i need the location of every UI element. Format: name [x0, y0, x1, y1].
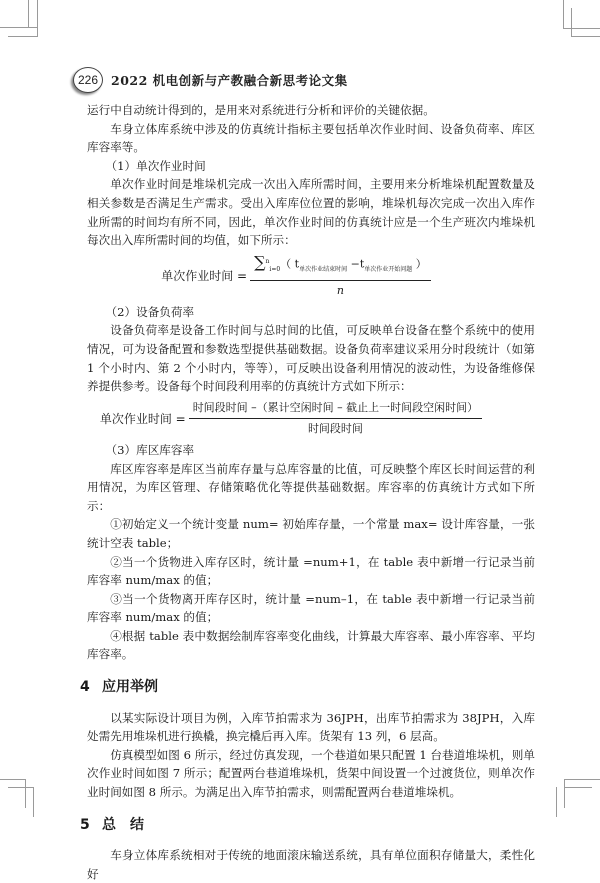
sigma-symbol: ∑	[254, 252, 266, 272]
formula-equipment-load	[47, 399, 535, 439]
crop-mark	[0, 779, 26, 780]
paragraph: 车身立体库系统中涉及的仿真统计指标主要包括单次作业时间、设备负荷率、库区库容率等。	[87, 121, 535, 155]
denominator: 时间段时间	[307, 422, 363, 436]
close-paren: ）	[412, 257, 427, 271]
numerator	[250, 253, 431, 281]
section-heading-4	[80, 678, 535, 697]
subheading: （2）设备负荷率	[105, 304, 195, 319]
open-paren: （ t	[280, 257, 300, 271]
crop-mark	[564, 779, 600, 780]
running-header	[73, 66, 348, 94]
crop-mark	[25, 779, 26, 808]
crop-mark	[8, 787, 34, 788]
crop-mark	[563, 28, 600, 29]
crop-mark	[33, 787, 34, 817]
crop-mark	[8, 36, 37, 37]
subscript-end: 单次作业结束时间	[299, 265, 348, 273]
step-item: ①初始定义一个统计变量 num= 初始库存量，一个常量 max= 设计库容量，一张统计空表 table；	[87, 517, 535, 550]
page-body	[80, 101, 535, 883]
section-number: 5	[80, 816, 90, 833]
step-item: ②当一个货物进入库存区时，统计量 =num+1，在 table 表中新增一行记录当前库容率 num/max 的值；	[87, 554, 535, 588]
section-title: 总 结	[102, 816, 144, 833]
crop-mark	[563, 0, 564, 28]
crop-mark	[564, 787, 592, 788]
formula-label: 单次作业时间 =	[161, 269, 248, 284]
step-item: ④根据 table 表中数据绘制库容率变化曲线，计算最大库容率、最小库容率、平均库容率。	[87, 628, 535, 662]
crop-mark	[564, 779, 565, 808]
subheading: （3）库区库容率	[105, 442, 195, 457]
subheading: （1）单次作业时间	[105, 158, 206, 173]
formula-label: 单次作业时间 =	[99, 411, 186, 426]
section-number: 4	[80, 679, 90, 696]
crop-mark	[37, 0, 38, 37]
step-item: ③当一个货物离开库存区时，统计量 =num–1，在 table 表中新增一行记录当前库容率 num/max 的值；	[87, 591, 535, 625]
page-number: 226	[73, 67, 103, 93]
subscript-start: 单次作业开始问题	[364, 265, 413, 273]
section-heading-5	[80, 816, 535, 835]
paragraph: 单次作业时间是堆垛机完成一次出入库所需时间，主要用来分析堆垛机配置数量及相关参数是否满足生产需求。受出入库库位位置的影响，堆垛机每次完成一次出入库作业所需的时间均有所不同，因此，单次作业时间的仿真统计应是一个生产班次内堆垛机每次出入库所需时间的均值，如下所示：	[87, 177, 535, 248]
section-title: 应用举例	[102, 679, 158, 696]
crop-mark	[556, 787, 557, 817]
crop-mark	[571, 8, 572, 36]
paragraph: 设备负荷率是设备工作时间与总时间的比值，可反映单台设备在整个系统中的使用情况，可为设备配置和参数选型提供基础数据。设备负荷率建议采用分时段统计（如第 1 个小时内、第 2 个小时内，等等），可反映出设备利用情况的波动性，为设备维修保养提供参考。设备每个时间段利用率的仿真统计方式如下所示：	[87, 323, 535, 394]
crop-mark	[0, 27, 37, 28]
paragraph: 库区库容率是库区当前库存量与总库容量的比值，可反映整个库区长时间运营的利用情况，为库区管理、存储策略优化等提供基础数据。库容率的仿真统计方式如下所示：	[87, 461, 535, 513]
formula-single-operation-time	[57, 253, 535, 301]
minus: −t	[347, 257, 365, 271]
crop-mark	[571, 36, 600, 37]
paragraph: 运行中自动统计得到的，是用来对系统进行分析和评价的关键依据。	[87, 103, 435, 117]
book-title: 2022 机电创新与产教融合新思考论文集	[111, 73, 348, 88]
paragraph: 以某实际设计项目为例，入库节拍需求为 36JPH，出库节拍需求为 38JPH，入库处需先用堆垛机进行换橇，换完橇后再入库。货架有 13 列，6 层高。	[87, 710, 535, 744]
fraction	[250, 253, 431, 301]
sum-upper: n	[265, 257, 270, 265]
crop-mark	[28, 0, 29, 28]
fraction	[189, 399, 483, 439]
paragraph: 仿真模型如图 6 所示，经过仿真发现，一个巷道如果只配置 1 台巷道堆垛机，则单次作业时间如图 7 所示；配置两台巷道堆垛机，货架中间设置一个过渡货位，则单次作业时间如图 8 所示。为满足出入库节拍需求，则需配置两台巷道堆垛机。	[87, 747, 535, 800]
denominator: n	[336, 284, 344, 298]
numerator: 时间段时间 –（累计空闲时间 – 截止上一时间段空闲时间）	[189, 399, 483, 420]
sum-lower: i=0	[269, 265, 281, 273]
paragraph: 车身立体库系统相对于传统的地面滚床输送系统，具有单位面积存储量大，柔性化好	[87, 848, 535, 881]
